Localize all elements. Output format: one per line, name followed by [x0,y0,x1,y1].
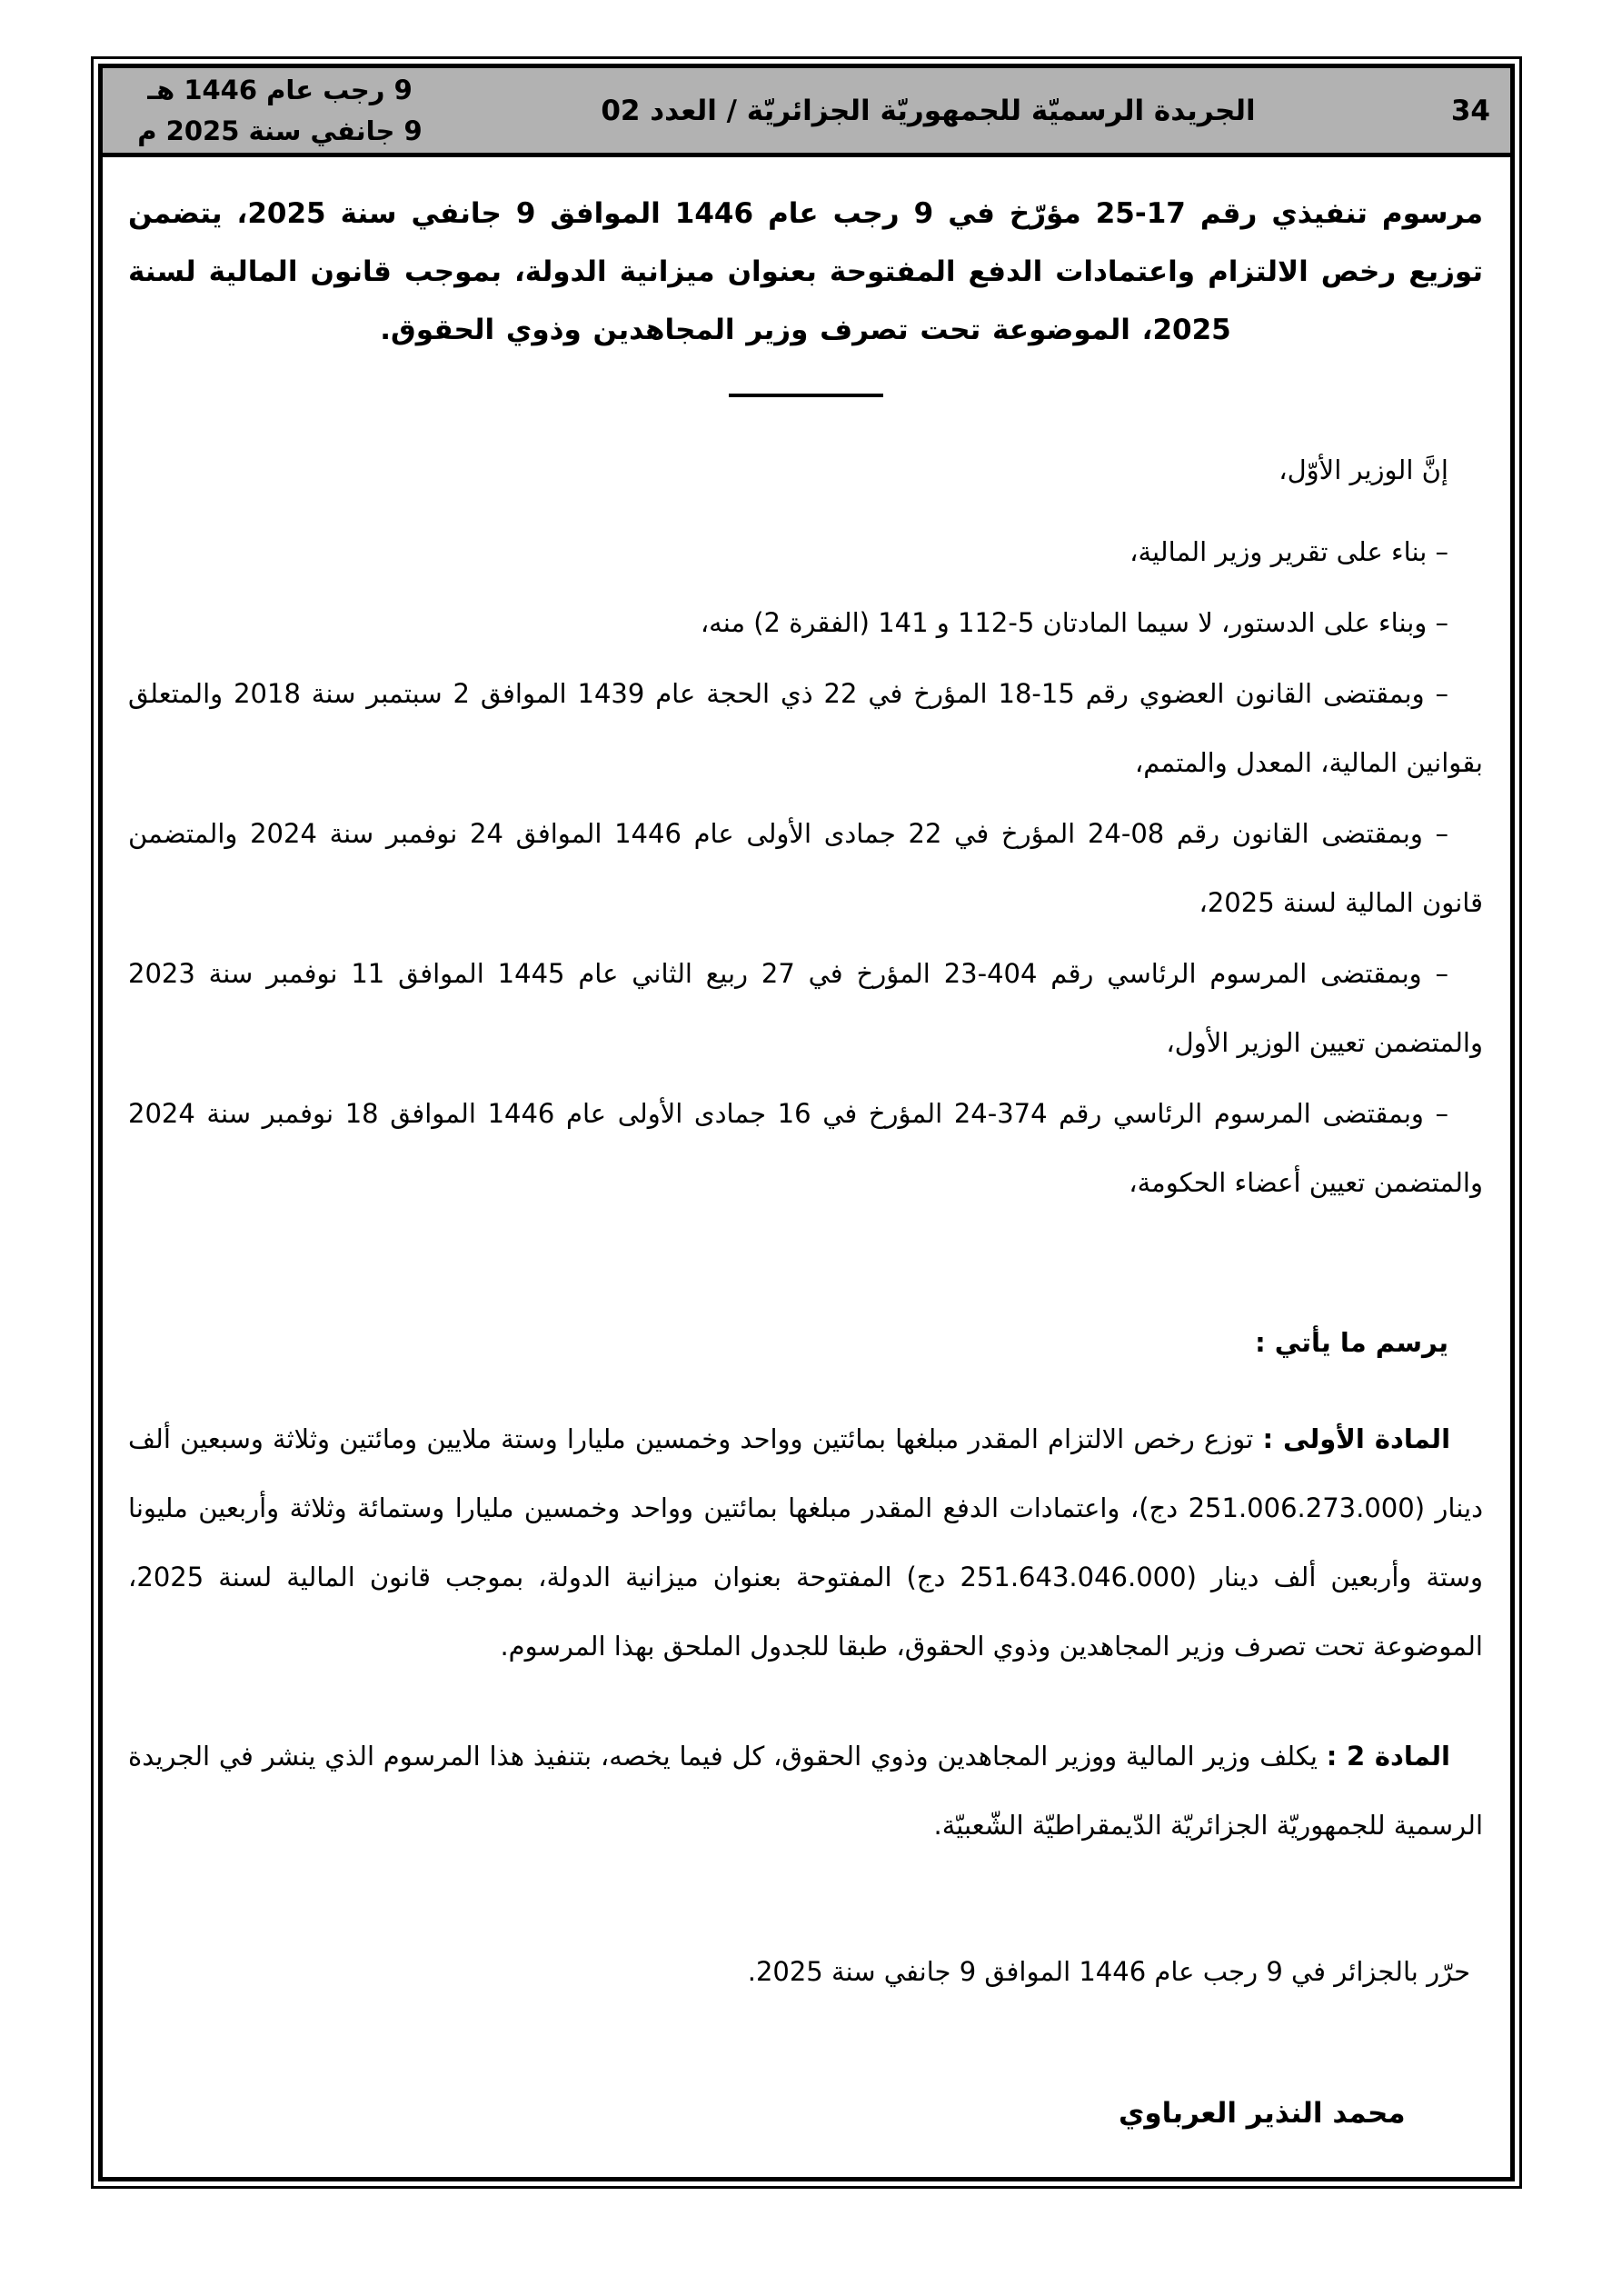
visa-clause: – وبمقتضى المرسوم الرئاسي رقم 404-23 المؤرخ في 27 ربيع الثاني عام 1445 الموافق 11 نوفمبر سنة 2023 والمتضمن تعيين الوزير الأول، [128,958,1483,1058]
page-border-outer [91,56,1522,2189]
page-border-inner [98,64,1515,2181]
enactment-formula: يرسم ما يأتي : [1255,1327,1448,1358]
date-gregorian: 9 جانفي سنة 2025 م [137,115,423,146]
visa-clause: – وبمقتضى المرسوم الرئاسي رقم 374-24 المؤرخ في 16 جمادى الأولى عام 1446 الموافق 18 نوفمبر سنة 2024 والمتضمن تعيين أعضاء الحكومة، [128,1098,1483,1198]
visa-clause: – وبناء على الدستور، لا سيما المادتان 5-112 و 141 (الفقرة 2) منه، [700,607,1448,638]
visa-clause: – وبمقتضى القانون رقم 08-24 المؤرخ في 22 جمادى الأولى عام 1446 الموافق 24 نوفمبر سنة 2024 والمتضمن قانون المالية لسنة 2025، [128,818,1483,918]
visa-clause: – وبمقتضى القانون العضوي رقم 15-18 المؤرخ في 22 ذي الحجة عام 1439 الموافق 2 سبتمبر سنة 2018 والمتعلق بقوانين المالية، المعدل والمتمم، [128,678,1483,778]
article-2-text: يكلف وزير المالية ووزير المجاهدين وذوي الحقوق، كل فيما يخصه، بتنفيذ هذا المرسوم الذي ينشر في الجريدة الرسمية للجمهوريّة الجزائريّة الدّيمقراطيّة الشّعبيّة. [128,1741,1483,1841]
journal-title: الجريدة الرسميّة للجمهوريّة الجزائريّة / العدد 02 [601,94,1256,127]
title-separator-rule [729,394,883,397]
date-hijri: 9 رجب عام 1446 هـ [147,74,413,105]
article-2-label: المادة 2 : [1326,1741,1451,1772]
page-number: 34 [1450,94,1490,127]
decree-title: مرسوم تنفيذي رقم 17-25 مؤرّخ في 9 رجب عام 1446 الموافق 9 جانفي سنة 2025، يتضمن توزيع رخص الالتزام واعتمادات الدفع المفتوحة بعنوان ميزانية الدولة، بموجب قانون المالية لسنة 2025، الموضوعة تحت تصرف وزير المجاهدين وذوي الحقوق. [128,197,1484,346]
visa-clause: – بناء على تقرير وزير المالية، [1129,536,1448,567]
article-1 [128,1404,1483,1681]
header-band [103,68,1510,157]
article-1-label: المادة الأولى : [1262,1423,1451,1454]
preamble-intro: إنَّ الوزير الأوّل، [1279,454,1448,485]
article-1-text: توزع رخص الالتزام المقدر مبلغها بمائتين وواحد وخمسين مليارا وستة ملايين ومائتين وثلاثة وسبعين ألف دينار (251.006.273.000 دج)، واعتمادات الدفع المقدر مبلغها بمائتين وواحد وخمسين مليارا وستمائة وثلاثة وأربعين مليونا وستة وأربعين ألف دينار (251.643.046.000 دج) المفتوحة بعنوان ميزانية الدولة، بموجب قانون المالية لسنة 2025، الموضوعة تحت تصرف وزير المجاهدين وذوي الحقوق، طبقا للجدول الملحق بهذا المرسوم. [128,1423,1484,1662]
signature-name: محمد النذير العرباوي [1119,2097,1406,2130]
issue-dates [130,70,430,152]
article-2 [128,1722,1483,1860]
decree-body [103,185,1510,2148]
closing-date-line: حرّر بالجزائر في 9 رجب عام 1446 الموافق 9 جانفي سنة 2025. [747,1956,1470,1987]
